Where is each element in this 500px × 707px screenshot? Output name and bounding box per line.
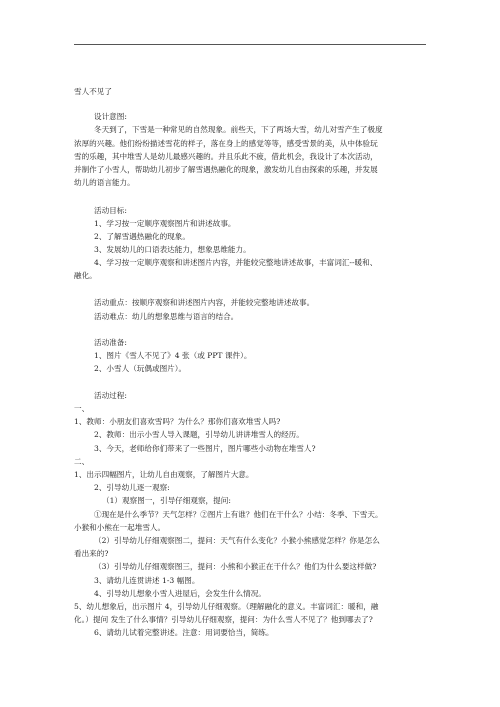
process-item: 6、请幼儿试着完整讲述。注意：用词要恰当，简练。 — [94, 628, 274, 637]
process-item: 3、请幼儿连贯讲述 1-3 幅图。 — [94, 576, 200, 585]
goal-item: 3、发展幼儿的口语表达能力，想象思维能力。 — [94, 245, 251, 254]
design-paragraph-line: 浓厚的兴趣。他们纷纷描述雪花的样子，落在身上的感觉等等，感受雪景的美，从中体验玩 — [74, 139, 378, 148]
process-item: 化。）提问 发生了什么事情？引导幼儿仔细观察，提问：为什么雪人不见了？他到哪去了? — [74, 615, 373, 624]
process-item: 2、引导幼儿逐一观察: — [94, 483, 170, 492]
key-point: 活动重点：按顺序观察和讲述图片内容，并能较完整地讲述故事。 — [94, 298, 315, 307]
goal-item: 融化。 — [74, 271, 97, 280]
document-title: 雪人不见了 — [74, 87, 112, 96]
section-two: 二、 — [74, 457, 90, 466]
difficulty: 活动难点：幼儿的想象思维与语言的结合。 — [94, 312, 239, 321]
design-paragraph-line: 并制作了小雪人，帮助幼儿初步了解雪遇热融化的现象，激发幼儿自由探索的乐趣，并发展 — [74, 165, 378, 174]
process-item: 1、教师：小朋友们喜欢雪吗？为什么？那你们喜欢堆雪人吗? — [74, 417, 281, 426]
design-paragraph-line: 幼儿的语言能力。 — [74, 178, 135, 187]
goal-item: 2、了解雪遇热融化的现象。 — [94, 232, 190, 241]
process-subitem: （3）引导幼儿仔细观察图三，提问：小熊和小猴正在干什么？他们为什么要这样做? — [94, 562, 377, 571]
prep-item: 1、图片《雪人不见了》4 张（或 PPT 课件）。 — [94, 351, 252, 360]
process-item: 4、引导幼儿想象小雪人进屋后，会发生什么情况。 — [94, 589, 266, 598]
design-paragraph-line: 冬天到了，下雪是一种常见的自然现象。前些天，下了两场大雪，幼儿对雪产生了极度 — [94, 125, 383, 134]
process-item: 1、出示四幅图片，让幼儿自由观察，了解图片大意。 — [74, 470, 254, 479]
process-subitem: （1）观察图一，引导仔细观察，提问: — [102, 496, 231, 505]
process-subitem: 看出来的? — [74, 549, 109, 558]
prep-heading: 活动准备: — [94, 338, 127, 347]
process-heading: 活动过程: — [94, 391, 127, 400]
process-item: 2、教师：出示小雪人导入课题，引导幼儿讲讲堆雪人的经历。 — [94, 430, 304, 439]
process-subitem: （2）引导幼儿仔细观察图二，提问：天气有什么变化？小猴小熊感觉怎样？你是怎么 — [94, 536, 380, 545]
section-one: 一、 — [74, 404, 90, 413]
goals-heading: 活动目标: — [94, 206, 127, 215]
goal-item: 1、学习按一定顺序观察图片和讲述故事。 — [94, 219, 236, 228]
goal-item: 4、学习按一定顺序观察和讲述图片内容，并能较完整地讲述故事，丰富词汇--暖和、 — [94, 258, 378, 267]
prep-item: 2、小雪人（玩偶或图片）。 — [94, 364, 187, 373]
process-subitem: ①现在是什么季节？天气怎样？②图片上有谁？他们在干什么？小结：冬季、下雪天。 — [94, 510, 383, 519]
process-item: 5、幼儿想象后，出示图片 4，引导幼儿仔细观察。（理解融化的意义。丰富词汇：暖和，融 — [74, 602, 379, 611]
design-paragraph-line: 雪的乐趣，其中堆雪人是幼儿最感兴趣的。并且乐此不疲，借此机会，我设计了本次活动， — [74, 152, 378, 161]
design-heading: 设计意图: — [94, 112, 127, 121]
process-item: 3、今天，老师给你们带来了一些图片，图片哪些小动物在堆雪人? — [94, 444, 316, 453]
process-subitem: 小猴和小熊在一起堆雪人。 — [74, 523, 166, 532]
